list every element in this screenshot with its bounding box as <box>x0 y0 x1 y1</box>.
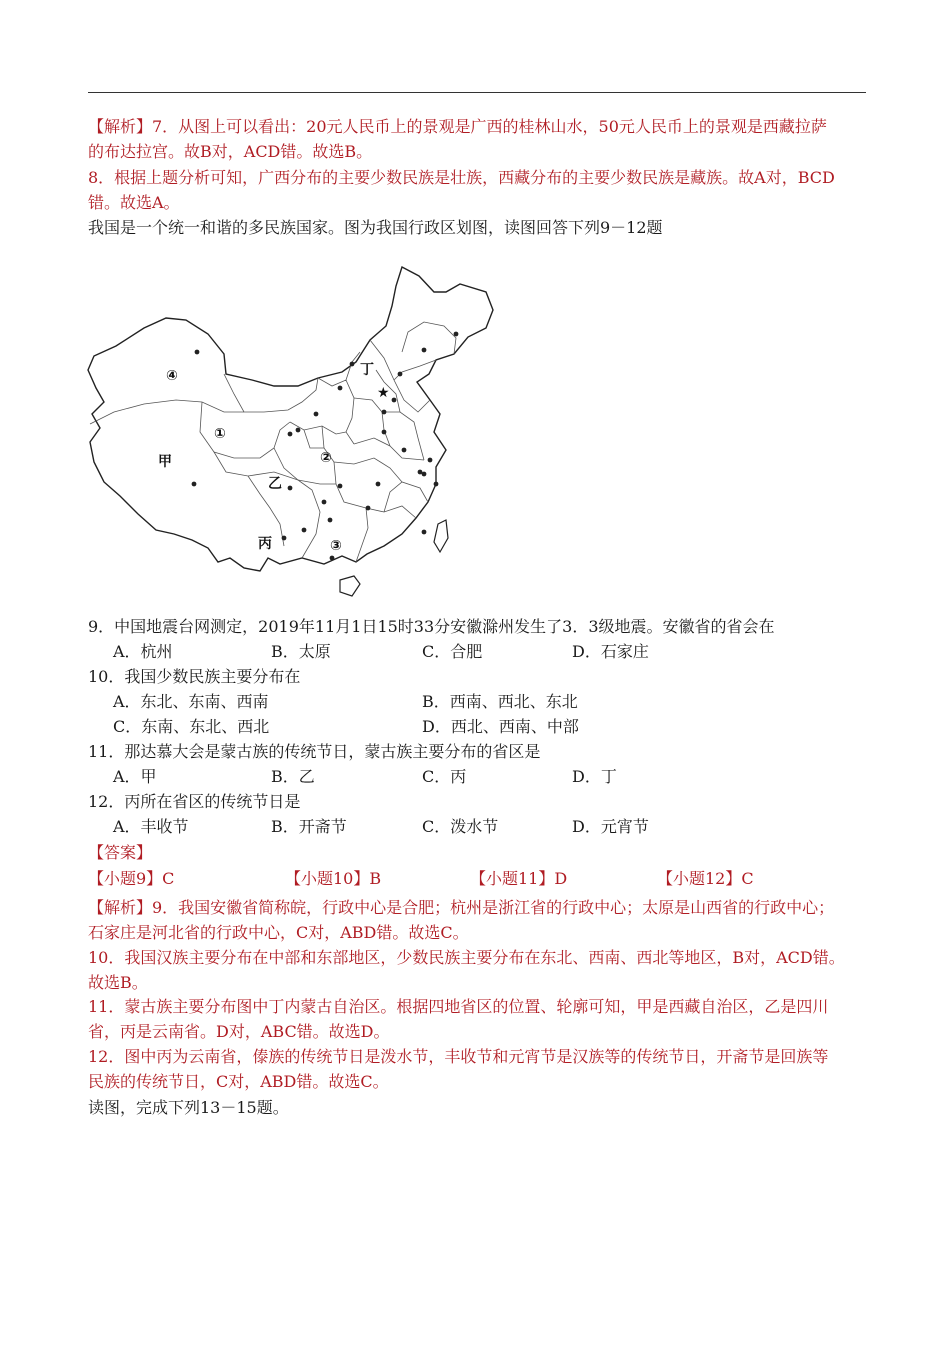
answer-11: 【小题11】D <box>470 869 568 888</box>
beijing-star-icon: ★ <box>377 385 390 401</box>
q9-option-a: A．杭州 <box>113 642 173 661</box>
explanation-10-line1: 10．我国汉族主要分布在中部和东部地区，少数民族主要分布在东北、西南、西北等地区，B对，ACD错。 <box>88 948 845 967</box>
explanation-8-line1: 8．根据上题分析可知，广西分布的主要少数民族是壮族，西藏分布的主要少数民族是藏族。故A对，BCD <box>88 168 835 187</box>
capital-dots <box>192 332 459 561</box>
q9-option-c: C．合肥 <box>422 642 483 661</box>
explanation-8-line2: 错。故选A。 <box>88 193 180 212</box>
map-label-yi: 乙 <box>268 476 282 492</box>
explanation-9-line2: 石家庄是河北省的行政中心，C对，ABD错。故选C。 <box>88 923 469 942</box>
q10-option-c: C．东南、东北、西北 <box>113 717 270 736</box>
explanation-11-line1: 11．蒙古族主要分布图中丁内蒙古自治区。根据四地省区的位置、轮廓可知，甲是西藏自治区，乙是四川 <box>88 997 829 1016</box>
map-label-1: ① <box>214 426 226 442</box>
q10-option-d: D．西北、西南、中部 <box>422 717 579 736</box>
q9-option-d: D．石家庄 <box>572 642 649 661</box>
map-label-3: ③ <box>330 538 342 554</box>
q12-option-a: A．丰收节 <box>113 817 189 836</box>
explanation-7-line1: 【解析】7．从图上可以看出：20元人民币上的景观是广西的桂林山水，50元人民币上的景观是西藏拉萨 <box>88 117 827 136</box>
explanation-9-line1: 【解析】9．我国安徽省简称皖，行政中心是合肥；杭州是浙江省的行政中心；太原是山西省的行政中心； <box>88 898 835 917</box>
q9-option-b: B．太原 <box>271 642 331 661</box>
q10-option-a: A．东北、东南、西南 <box>113 692 269 711</box>
q9-stem: 9．中国地震台网测定，2019年11月1日15时33分安徽滁州发生了3．3级地震。安徽省的省会在 <box>88 617 775 636</box>
china-map-svg <box>84 262 496 607</box>
q12-option-b: B．开斋节 <box>271 817 347 836</box>
map-label-4: ④ <box>166 368 178 384</box>
q11-option-d: D．丁 <box>572 767 617 786</box>
answer-header: 【答案】 <box>88 843 153 862</box>
answer-9: 【小题9】C <box>88 869 175 888</box>
q10-stem: 10．我国少数民族主要分布在 <box>88 667 301 686</box>
explanation-7-line2: 的布达拉宫。故B对，ACD错。故选B。 <box>88 142 373 161</box>
answer-12: 【小题12】C <box>657 869 754 888</box>
map-label-jia: 甲 <box>158 454 172 470</box>
q11-option-c: C．丙 <box>422 767 467 786</box>
hainan-outline <box>340 576 360 596</box>
header-rule <box>88 92 866 93</box>
q12-option-c: C．泼水节 <box>422 817 499 836</box>
answer-10: 【小题10】B <box>285 869 382 888</box>
map-label-ding: 丁 <box>360 362 374 378</box>
taiwan-outline <box>434 520 448 552</box>
q11-option-b: B．乙 <box>271 767 315 786</box>
q12-option-d: D．元宵节 <box>572 817 649 836</box>
china-admin-map <box>84 262 496 607</box>
explanation-12-line1: 12．图中丙为云南省，傣族的传统节日是泼水节，丰收节和元宵节是汉族等的传统节日，开斋节是回族等 <box>88 1047 829 1066</box>
map-label-bing: 丙 <box>258 536 272 552</box>
next-section-intro: 读图，完成下列13－15题。 <box>88 1098 289 1117</box>
q11-stem: 11．那达慕大会是蒙古族的传统节日，蒙古族主要分布的省区是 <box>88 742 541 761</box>
china-outline <box>88 267 493 571</box>
q10-option-b: B．西南、西北、东北 <box>422 692 578 711</box>
q12-stem: 12．丙所在省区的传统节日是 <box>88 792 301 811</box>
explanation-10-line2: 故选B。 <box>88 973 148 992</box>
explanation-12-line2: 民族的传统节日，C对，ABD错。故选C。 <box>88 1072 389 1091</box>
explanation-11-line2: 省，丙是云南省。D对，ABC错。故选D。 <box>88 1022 390 1041</box>
intro-text: 我国是一个统一和谐的多民族国家。图为我国行政区划图，读图回答下列9－12题 <box>88 218 663 237</box>
province-boundaries <box>90 322 456 562</box>
map-label-2: ② <box>320 450 332 466</box>
q11-option-a: A．甲 <box>113 767 157 786</box>
